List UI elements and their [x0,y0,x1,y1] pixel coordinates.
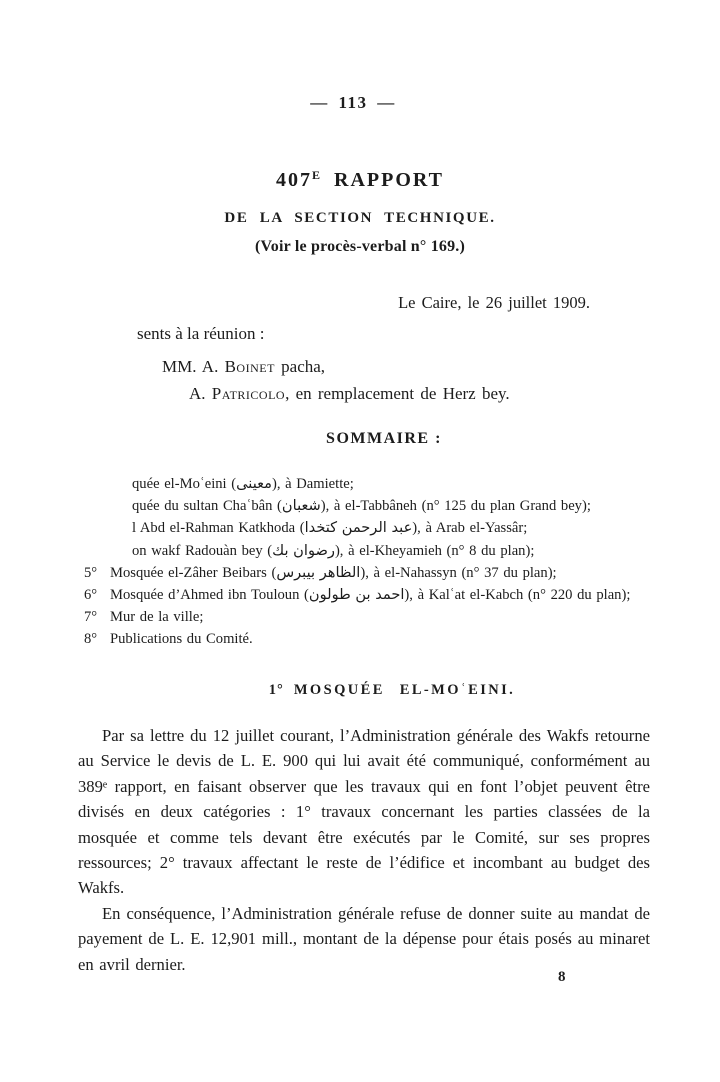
proces-verbal-reference: (Voir le procès-verbal n° 169.) [254,238,466,255]
attendee-line [189,384,510,404]
attendee-line [162,357,325,377]
attendee-prefix: MM. A. [162,357,225,376]
list-item-text: Mur de la ville; [110,609,204,626]
list-item [84,606,656,628]
list-item-number: 6° [84,587,98,604]
list-item [84,628,656,650]
list-item [84,562,656,584]
list-item-number: 7° [84,609,98,626]
section-number: 1° [268,682,284,698]
list-item-text: l Abd el-Rahman Katkhoda (عبد الرحمن كتخدا), à Arab el-Yassâr; [132,520,528,537]
page-number-text: — 113 — [310,93,396,112]
attendee-name: Patricolo [211,384,286,403]
page-header-number [0,93,720,113]
section-title: MOSQUÉE EL-MOʿEINI. [293,682,516,698]
list-item-text: quée du sultan Chaʿbân (شعبان), à el-Tabbâneh (n° 125 du plan Grand bey); [132,498,591,515]
body-text [78,723,650,977]
attendee-name: Boinet [224,357,275,376]
dateline: Le Caire, le 26 juillet 1909. [398,293,590,312]
attendee-prefix: A. [189,384,212,403]
paragraph: Par sa lettre du 12 juillet courant, l’Administration générale des Wakfs retourne au Service le devis de L. E. 900 qui lui avait été communiqué, conformément au 389ᵉ rapport, en faisant observer que les travaux qui en font l’objet peuvent être divisés en deux catégories : 1° travaux concernant les parties classées de la mosquée et comme tels devant être exécutés par le Comité, sur ses propres ressources; 2° travaux affectant le reste de l’édifice et incombant au budget des Wakfs. [78,726,650,898]
sommaire-heading-text: SOMMAIRE : [326,430,442,447]
attendee-suffix: , en remplacement de Herz bey. [285,384,510,403]
sommaire-heading [0,430,720,448]
attendance-intro: sents à la réunion : [137,324,265,343]
list-item-number: 8° [84,631,98,648]
sommaire-list [84,473,656,651]
list-item-text: on wakf Radouàn bey (رضوان بك), à el-Kheyamieh (n° 8 du plan); [132,542,535,559]
report-ordinal: E [312,168,321,182]
list-item [132,517,656,539]
list-item [84,584,656,606]
report-title-word: RAPPORT [334,169,444,191]
list-item-text: Publications du Comité. [110,631,253,648]
list-item-number: 5° [84,564,98,581]
paragraph: En conséquence, l’Administration générale refuse de donner suite au mandat de payement de L. E. 12,901 mill., montant de la dépense pour étais posés au minaret en avril dernier. [78,903,650,974]
list-item-text: Mosquée d’Ahmed ibn Touloun (احمد بن طولون), à Kalʿat el-Kabch (n° 220 du plan); [110,587,631,604]
section-heading [0,682,720,699]
list-item-text: Mosquée el-Zâher Beibars (الظاهر بيبرس), à el-Nahassyn (n° 37 du plan); [110,564,557,581]
report-subtitle: DE LA SECTION TECHNIQUE. [224,210,496,226]
report-title [0,168,720,192]
list-item [132,473,656,495]
report-number: 407 [276,169,312,191]
list-item-text: quée el-Moʿeini (معينى), à Damiette; [132,476,354,492]
list-item [132,540,656,562]
signature-mark: 8 [558,969,566,985]
list-item [132,495,656,517]
section-heading-text [269,682,515,698]
attendee-suffix: pacha, [274,357,326,376]
